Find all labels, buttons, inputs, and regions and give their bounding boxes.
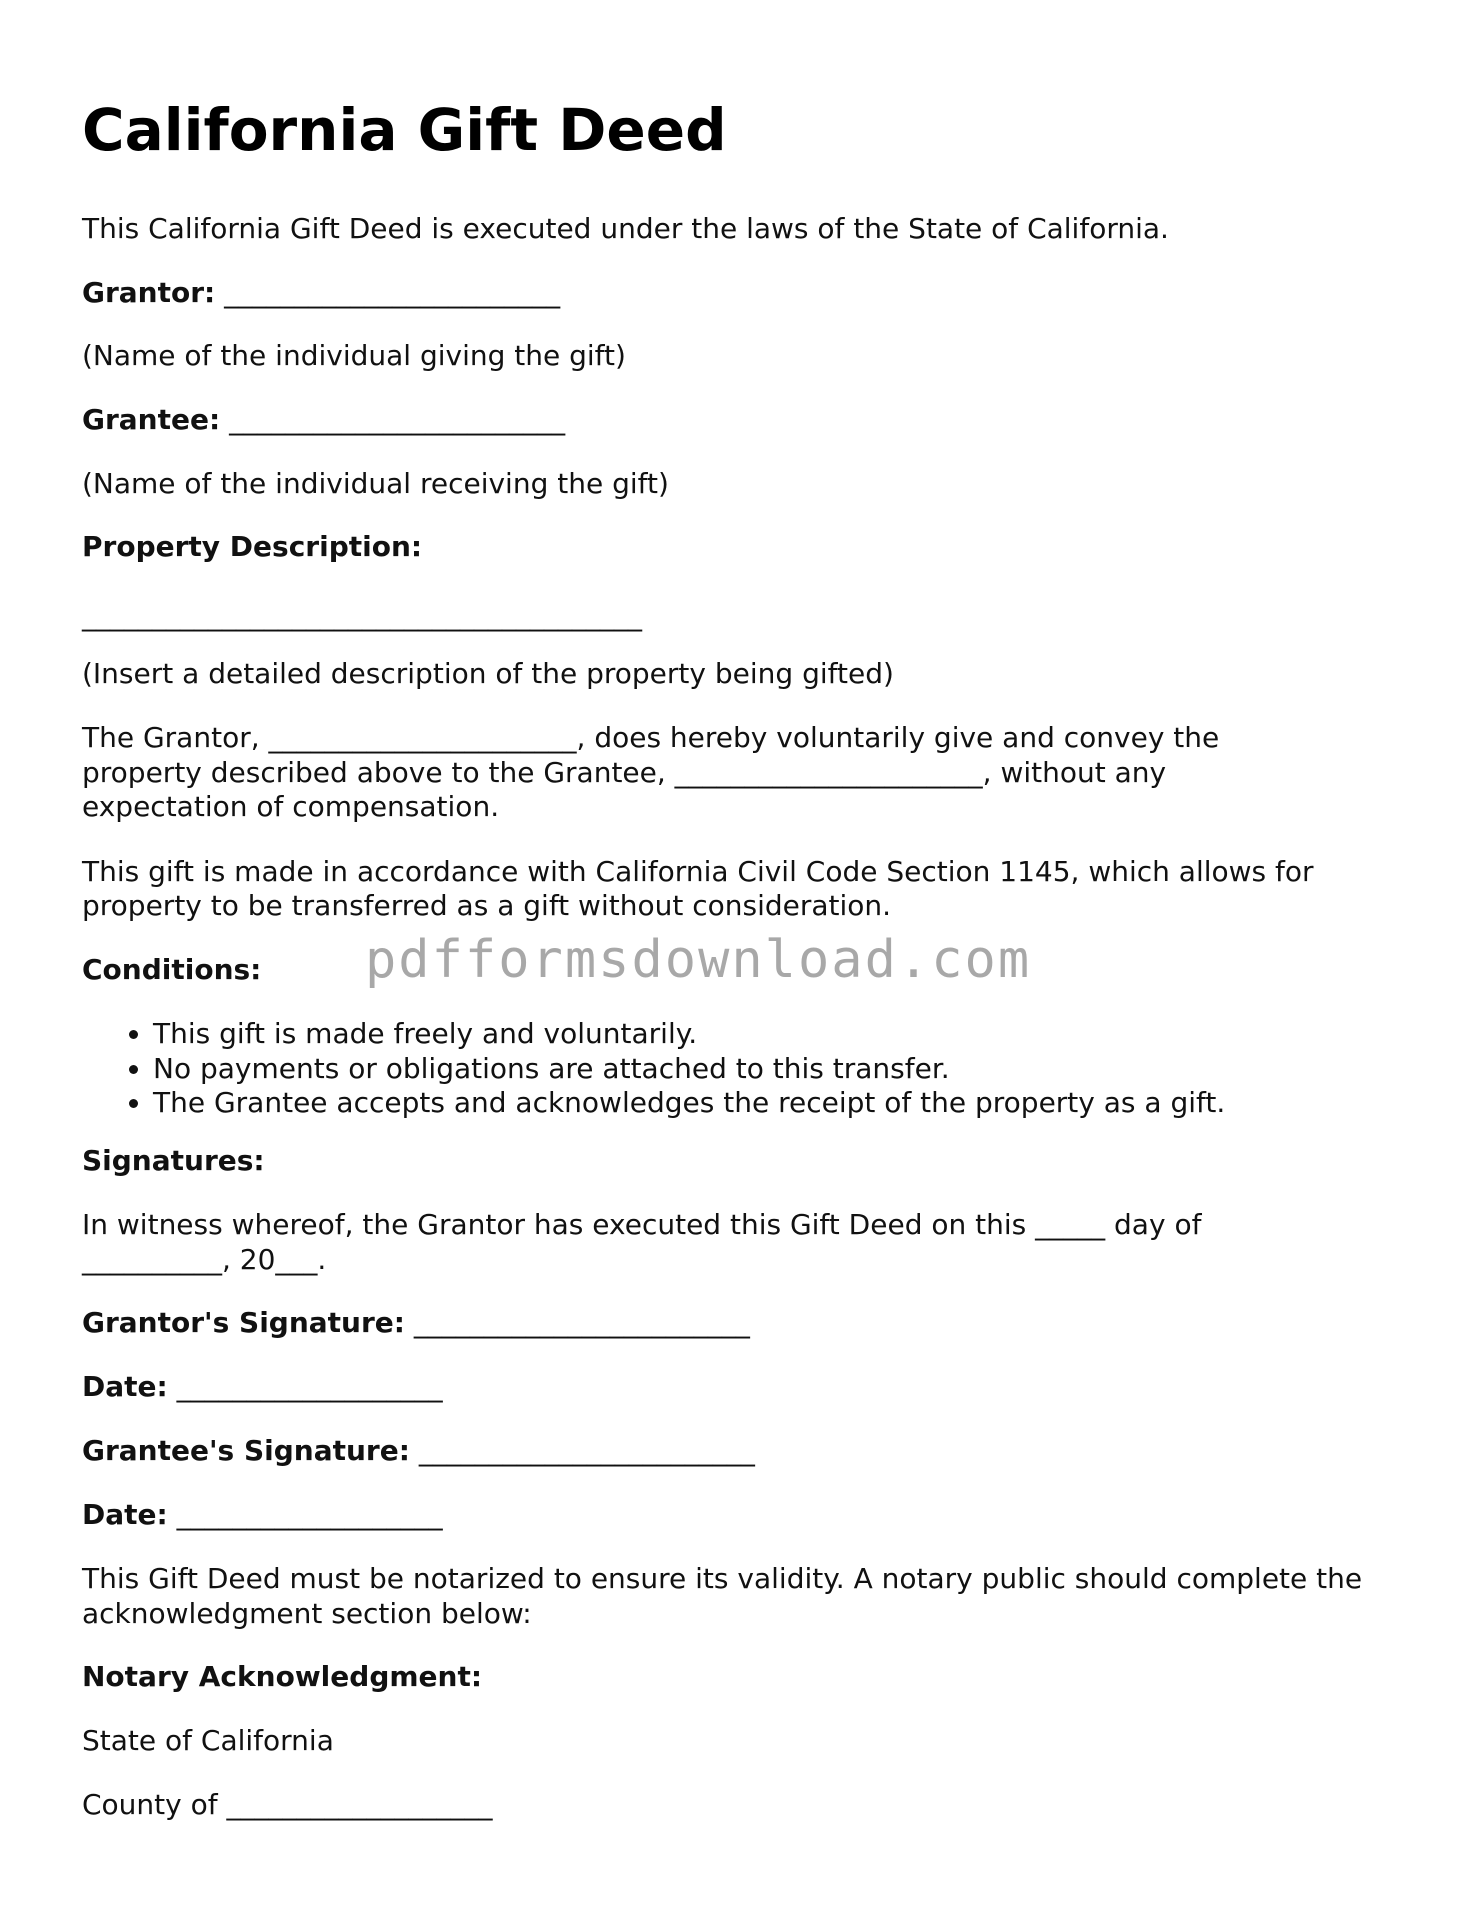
conditions-list-item: • The Grantee accepts and acknowledges the receipt of the property as a gift. xyxy=(153,1086,1225,1121)
notarize-line-2: acknowledgment section below: xyxy=(82,1597,532,1630)
conditions-list-item: • This gift is made freely and voluntarily. xyxy=(153,1017,1225,1052)
intro-paragraph: This California Gift Deed is executed under the laws of the State of California. xyxy=(82,212,1169,245)
grantor-line xyxy=(82,276,560,310)
witness-line-1: In witness whereof, the Grantor has executed this Gift Deed on this _____ day of xyxy=(82,1208,1202,1241)
conditions-list-item: • No payments or obligations are attached to this transfer. xyxy=(153,1052,1225,1087)
grantor-date-blank[interactable]: ___________________ xyxy=(176,1370,443,1403)
signatures-label: Signatures: xyxy=(82,1144,265,1177)
grantor-note: (Name of the individual giving the gift) xyxy=(82,339,626,372)
grantor-blank[interactable]: ________________________ xyxy=(224,276,561,309)
watermark-text: pdfformsdownload.com xyxy=(365,930,1032,990)
grantee-signature-blank[interactable]: ________________________ xyxy=(418,1434,755,1467)
document-title: California Gift Deed xyxy=(82,96,727,164)
grantee-label: Grantee: xyxy=(82,403,221,436)
grantor-signature-line xyxy=(82,1306,750,1340)
notary-county-blank[interactable]: ___________________ xyxy=(226,1788,493,1821)
civil-code-line-2: property to be transferred as a gift without consideration. xyxy=(82,889,892,922)
grantee-note: (Name of the individual receiving the gift) xyxy=(82,467,669,500)
witness-line-2: __________, 20___. xyxy=(82,1243,327,1276)
grantee-signature-label: Grantee's Signature: xyxy=(82,1434,410,1467)
property-description-note: (Insert a detailed description of the property being gifted) xyxy=(82,657,894,690)
grantor-date-label: Date: xyxy=(82,1370,168,1403)
notary-county-label: County of xyxy=(82,1788,218,1821)
grantor-date-line xyxy=(82,1370,443,1404)
conditions-label: Conditions: xyxy=(82,953,262,986)
property-description-label: Property Description: xyxy=(82,530,423,563)
civil-code-line-1: This gift is made in accordance with California Civil Code Section 1145, which allows for xyxy=(82,855,1314,888)
grantee-signature-line xyxy=(82,1434,755,1468)
property-description-blank[interactable]: ________________________________________ xyxy=(82,599,642,632)
notary-state: State of California xyxy=(82,1724,334,1757)
conveyance-line-3: expectation of compensation. xyxy=(82,790,500,823)
grantor-signature-blank[interactable]: ________________________ xyxy=(413,1306,750,1339)
notary-county-line xyxy=(82,1788,493,1822)
grantee-date-blank[interactable]: ___________________ xyxy=(176,1498,443,1531)
grantee-line xyxy=(82,403,565,437)
grantee-blank[interactable]: ________________________ xyxy=(229,403,566,436)
conveyance-line-2: property described above to the Grantee, ______________________, without any xyxy=(82,756,1167,789)
grantee-date-line xyxy=(82,1498,443,1532)
grantee-date-label: Date: xyxy=(82,1498,168,1531)
conditions-list xyxy=(82,1017,1225,1121)
grantor-signature-label: Grantor's Signature: xyxy=(82,1306,405,1339)
notarize-line-1: This Gift Deed must be notarized to ensure its validity. A notary public should complete the xyxy=(82,1562,1363,1595)
notary-acknowledgment-label: Notary Acknowledgment: xyxy=(82,1660,483,1693)
grantor-label: Grantor: xyxy=(82,276,216,309)
conveyance-line-1: The Grantor, ______________________, does hereby voluntarily give and convey the xyxy=(82,721,1220,754)
